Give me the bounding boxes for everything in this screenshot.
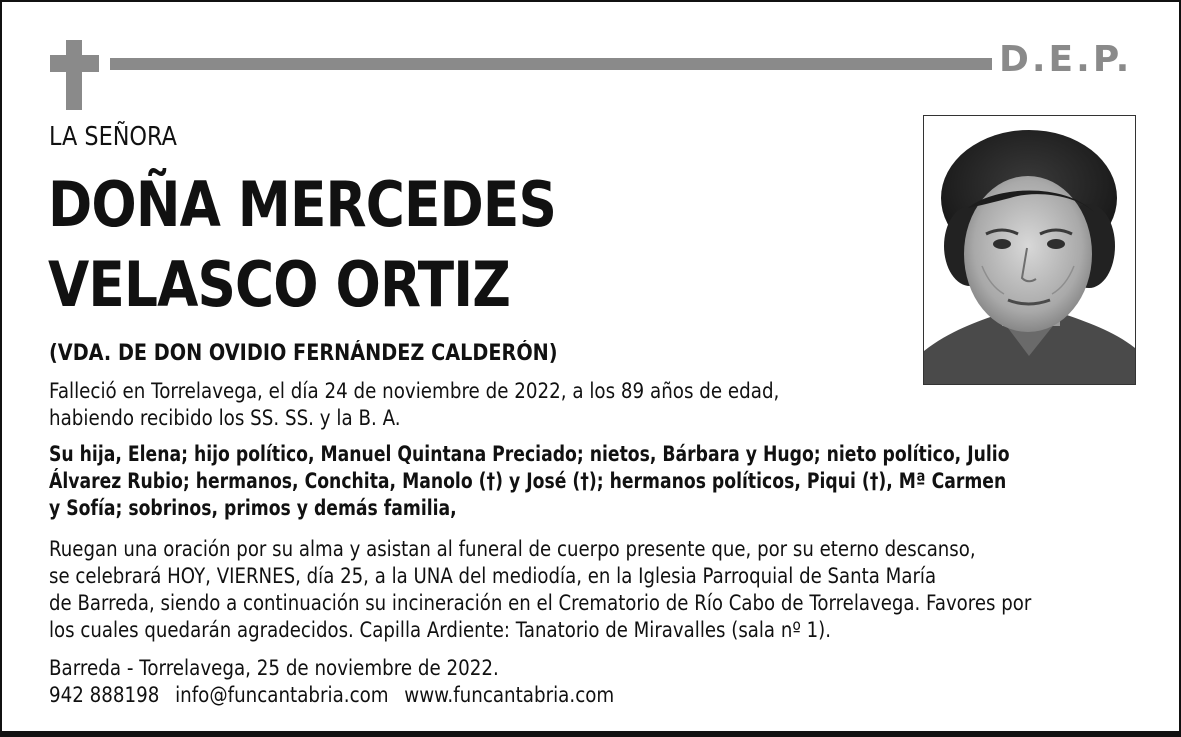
cross-horizontal-bar xyxy=(50,55,99,72)
funeral-details xyxy=(49,536,1031,644)
cross-vertical-bar xyxy=(66,40,82,110)
portrait-image xyxy=(924,116,1135,384)
email-link[interactable]: info@funcantabria.com xyxy=(175,683,389,707)
family-line: Su hija, Elena; hijo político, Manuel Quintana Preciado; nietos, Bárbara y Hugo; nieto político, Julio xyxy=(49,442,1010,466)
funeral-line: los cuales quedarán agradecidos. Capilla Ardiente: Tanatorio de Miravalles (sala nº 1). xyxy=(49,618,832,642)
death-notice-line: Falleció en Torrelavega, el día 24 de noviembre de 2022, a los 89 años de edad, xyxy=(49,379,780,403)
funeral-line: de Barreda, siendo a continuación su incineración en el Crematorio de Río Cabo de Torrelavega. Favores por xyxy=(49,591,1032,615)
phone-number: 942 888198 xyxy=(49,683,160,707)
family-line: Álvarez Rubio; hermanos, Conchita, Manolo (†) y José (†); hermanos políticos, Piqui (†), Mª Carmen xyxy=(49,469,1007,493)
widow-of: (VDA. DE DON OVIDIO FERNÁNDEZ CALDERÓN) xyxy=(49,341,558,366)
dep-symbol: D.E.P. xyxy=(999,39,1133,80)
funeral-line: Ruegan una oración por su alma y asistan al funeral de cuerpo presente que, por su eterno descanso, xyxy=(49,537,976,561)
header-rule xyxy=(110,58,992,70)
honorific: LA SEÑORA xyxy=(49,122,177,152)
place-date: Barreda - Torrelavega, 25 de noviembre de 2022. xyxy=(49,656,499,680)
death-notice-line: habiendo recibido los SS. SS. y la B. A. xyxy=(49,406,401,430)
funeral-line: se celebrará HOY, VIERNES, día 25, a la UNA del mediodía, en la Iglesia Parroquial de Santa María xyxy=(49,564,937,588)
website-link[interactable]: www.funcantabria.com xyxy=(404,683,615,707)
contact-line xyxy=(49,682,614,709)
family-line: y Sofía; sobrinos, primos y demás familia, xyxy=(49,496,457,520)
deceased-name-line1: DOÑA MERCEDES xyxy=(48,168,557,241)
portrait-photo xyxy=(923,115,1136,385)
family-list xyxy=(49,441,1010,522)
death-notice xyxy=(49,378,779,432)
deceased-name-line2: VELASCO ORTIZ xyxy=(48,248,511,321)
